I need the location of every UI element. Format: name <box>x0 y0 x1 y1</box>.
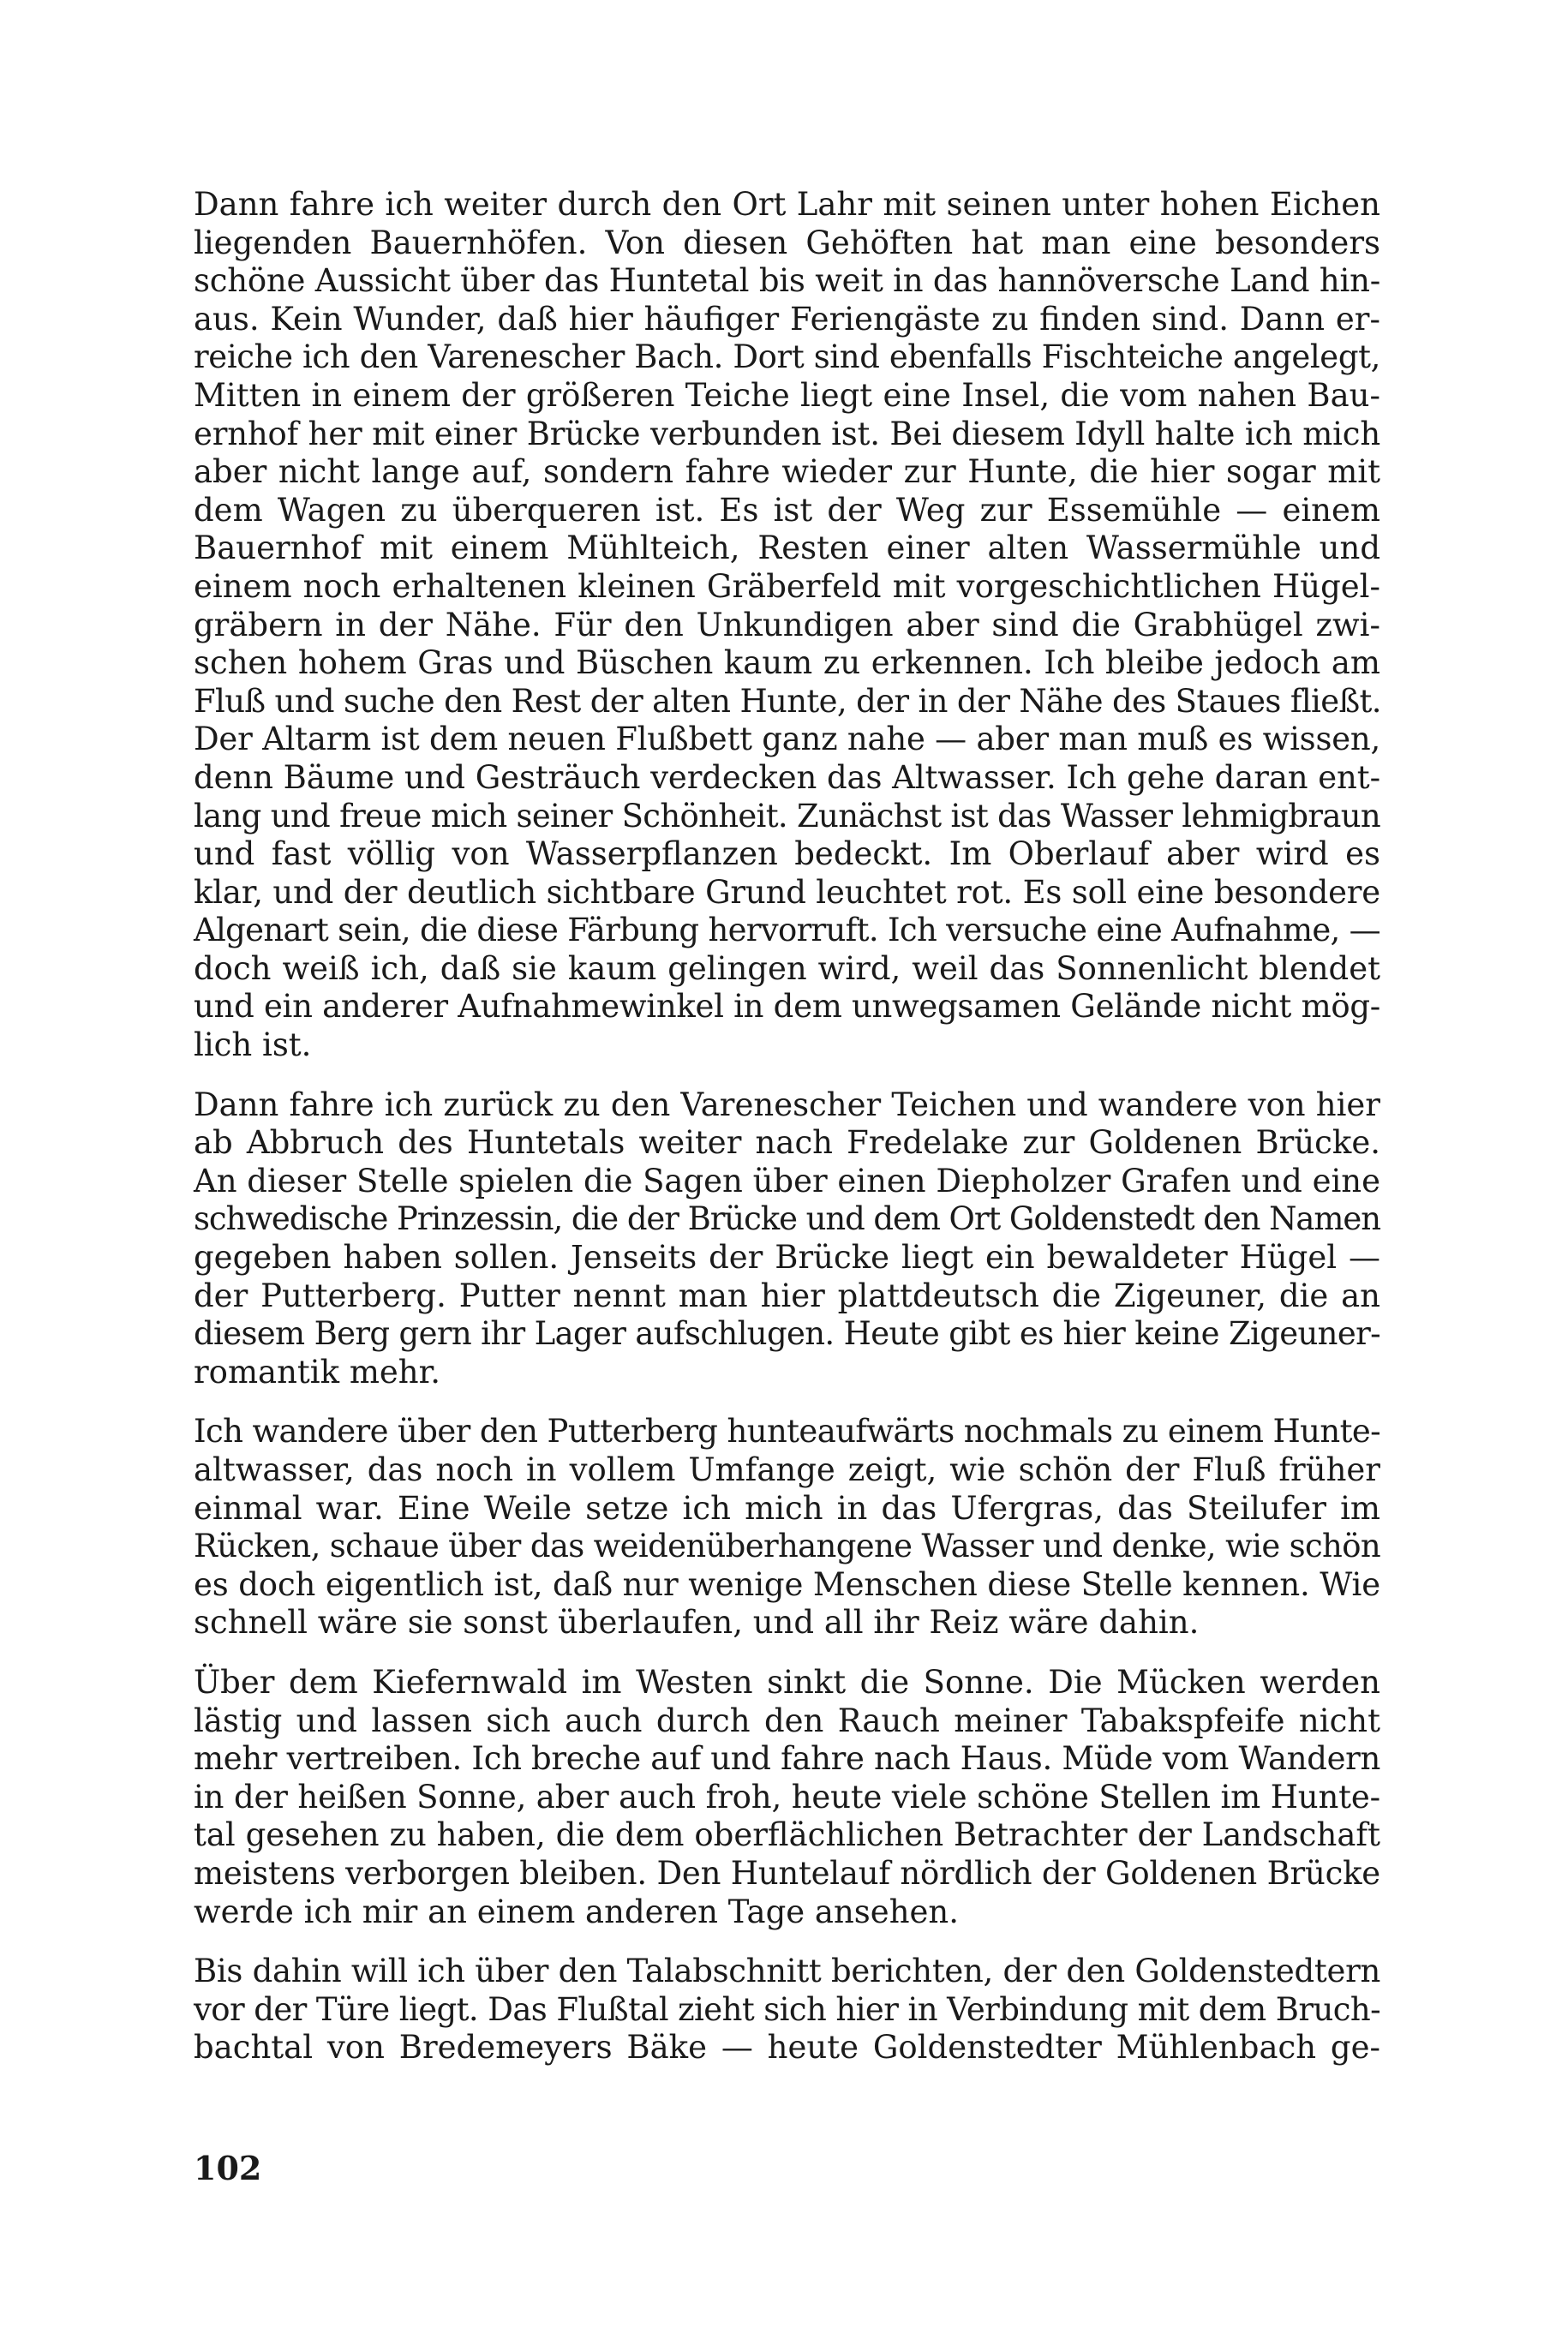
text-line: einem noch erhaltenen kleinen Gräberfeld mit vorgeschichtlichen Hügel- <box>194 567 1380 605</box>
text-line: meistens verborgen bleiben. Den Huntelauf nördlich der Goldenen Brücke <box>194 1854 1380 1892</box>
text-line: vor der Türe liegt. Das Flußtal zieht sich hier in Verbindung mit dem Bruch- <box>194 1990 1380 2028</box>
text-line: aus. Kein Wunder, daß hier häufiger Feriengäste zu finden sind. Dann er- <box>194 300 1380 338</box>
text-line: ernhof her mit einer Brücke verbunden ist. Bei diesem Idyll halte ich mich <box>194 415 1380 452</box>
text-line: in der heißen Sonne, aber auch froh, heute viele schöne Stellen im Hunte- <box>194 1778 1380 1816</box>
text-line: denn Bäume und Gesträuch verdecken das Altwasser. Ich gehe daran ent- <box>194 758 1380 796</box>
text-line: lästig und lassen sich auch durch den Rauch meiner Tabakspfeife nicht <box>194 1702 1380 1739</box>
text-line: und ein anderer Aufnahmewinkel in dem unwegsamen Gelände nicht mög- <box>194 988 1380 1026</box>
text-line: klar, und der deutlich sichtbare Grund leuchtet rot. Es soll eine besondere <box>194 873 1380 911</box>
text-line: Algenart sein, die diese Färbung hervorruft. Ich versuche eine Aufnahme, — <box>194 912 1380 949</box>
text-line: reiche ich den Varenescher Bach. Dort sind ebenfalls Fischteiche angelegt, <box>194 338 1380 376</box>
text-line: Mitten in einem der größeren Teiche liegt eine Insel, die vom nahen Bau- <box>194 376 1380 414</box>
text-line: Dann fahre ich weiter durch den Ort Lahr mit seinen unter hohen Eichen <box>194 186 1380 223</box>
text-line: gegeben haben sollen. Jenseits der Brücke liegt ein bewaldeter Hügel — <box>194 1239 1380 1277</box>
text-line: Bis dahin will ich über den Talabschnitt berichten, der den Goldenstedtern <box>194 1953 1380 1990</box>
paragraph <box>194 1664 1380 1931</box>
text-line: diesem Berg gern ihr Lager aufschlugen. Heute gibt es hier keine Zigeuner- <box>194 1315 1380 1353</box>
text-line: lang und freue mich seiner Schönheit. Zunächst ist das Wasser lehmigbraun <box>194 797 1380 834</box>
text-line: altwasser, das noch in vollem Umfange zeigt, wie schön der Fluß früher <box>194 1451 1380 1488</box>
paragraph <box>194 1953 1380 2067</box>
text-line: liegenden Bauernhöfen. Von diesen Gehöften hat man eine besonders <box>194 224 1380 261</box>
text-line: Fluß und suche den Rest der alten Hunte, der in der Nähe des Staues fließt. <box>194 682 1381 720</box>
page-number: 102 <box>194 2149 262 2187</box>
text-line: bachtal von Bredemeyers Bäke — heute Goldenstedter Mühlenbach ge- <box>194 2029 1380 2067</box>
text-line: schwedische Prinzessin, die der Brücke und dem Ort Goldenstedt den Namen <box>194 1200 1381 1238</box>
text-line: aber nicht lange auf, sondern fahre wieder zur Hunte, die hier sogar mit <box>194 453 1380 491</box>
text-line: werde ich mir an einem anderen Tage ansehen. <box>194 1893 960 1930</box>
text-line: und fast völlig von Wasserpflanzen bedeckt. Im Oberlauf aber wird es <box>194 835 1380 873</box>
text-line: An dieser Stelle spielen die Sagen über einen Diepholzer Grafen und eine <box>194 1162 1380 1199</box>
text-line: der Putterberg. Putter nennt man hier plattdeutsch die Zigeuner, die an <box>194 1277 1380 1314</box>
text-line: Bauernhof mit einem Mühlteich, Resten einer alten Wassermühle und <box>194 529 1380 567</box>
text-line: schöne Aussicht über das Huntetal bis weit in das hannöversche Land hin- <box>194 262 1380 300</box>
text-line: einmal war. Eine Weile setze ich mich in das Ufergras, das Steilufer im <box>194 1489 1380 1527</box>
text-line: tal gesehen zu haben, die dem oberflächlichen Betrachter der Landschaft <box>194 1816 1380 1854</box>
text-line: schnell wäre sie sonst überlaufen, und all ihr Reiz wäre dahin. <box>194 1604 1200 1642</box>
text-line: Der Altarm ist dem neuen Flußbett ganz nahe — aber man muß es wissen, <box>194 721 1380 758</box>
text-line: es doch eigentlich ist, daß nur wenige Menschen diese Stelle kennen. Wie <box>194 1565 1380 1603</box>
paragraph <box>194 186 1380 1065</box>
text-line: doch weiß ich, daß sie kaum gelingen wird, weil das Sonnenlicht blendet <box>194 949 1380 987</box>
text-line: lich ist. <box>194 1026 312 1064</box>
text-line: Dann fahre ich zurück zu den Varenescher Teichen und wandere von hier <box>194 1086 1380 1123</box>
text-line: ab Abbruch des Huntetals weiter nach Fredelake zur Goldenen Brücke. <box>194 1124 1380 1162</box>
text-line: mehr vertreiben. Ich breche auf und fahre nach Haus. Müde vom Wandern <box>194 1740 1380 1778</box>
text-line: Ich wandere über den Putterberg hunteaufwärts nochmals zu einem Hunte- <box>194 1413 1380 1451</box>
paragraph <box>194 1086 1380 1392</box>
body-text <box>194 186 1380 2089</box>
text-line: schen hohem Gras und Büschen kaum zu erkennen. Ich bleibe jedoch am <box>194 644 1380 682</box>
text-line: Über dem Kiefernwald im Westen sinkt die Sonne. Die Mücken werden <box>194 1663 1380 1701</box>
text-line: romantik mehr. <box>194 1353 441 1391</box>
text-line: gräbern in der Nähe. Für den Unkundigen aber sind die Grabhügel zwi- <box>194 606 1380 643</box>
paragraph <box>194 1413 1380 1642</box>
text-line: dem Wagen zu überqueren ist. Es ist der Weg zur Essemühle — einem <box>194 491 1380 529</box>
text-line: Rücken, schaue über das weidenüberhangene Wasser und denke, wie schön <box>194 1528 1380 1565</box>
